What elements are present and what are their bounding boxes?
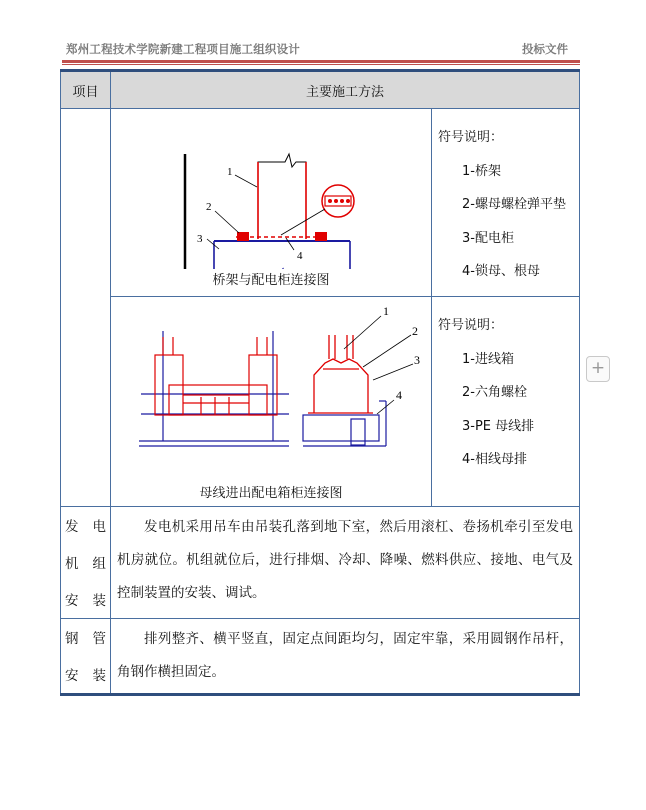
add-button[interactable]: + (586, 356, 610, 382)
busbar-cabinet-diagram (111, 297, 432, 477)
bolt-right (315, 232, 327, 241)
legend1-item: 1-桥架 (462, 163, 501, 179)
row-label-line: 安装 (65, 593, 106, 609)
bolt-left (237, 232, 249, 241)
legend2-item: 2-六角螺栓 (462, 385, 527, 400)
legend2-item: 1-进线箱 (462, 351, 514, 367)
legend1-title: 符号说明： (438, 130, 504, 145)
row-text-generator: 发电机采用吊车由吊装孔落到地下室，然后用滚杠、卷扬机牵引至发电机房就位。机组就位后，进行排烟、冷却、降噪、燃料供应、接地、电气及控制装置的安装、调试。 (111, 507, 580, 619)
col-header-method: 主要施工方法 (111, 71, 580, 109)
header-rule-thin (62, 64, 580, 65)
legend2-title: 符号说明： (438, 318, 504, 333)
row-label-line: 安装 (65, 668, 106, 684)
construction-method-table (60, 69, 580, 696)
fig2-label-2: 2 (412, 324, 418, 338)
row-label-line: 发 电 (65, 519, 106, 535)
header-title: 郑州工程技术学院新建工程项目施工组织设计 (66, 42, 300, 56)
fig1-label-1: 1 (227, 166, 233, 178)
fig1-label-2: 2 (206, 201, 212, 213)
fig2-label-3: 3 (414, 353, 420, 367)
legend1-item: 4-锁母、根母 (462, 264, 540, 279)
figure2-legend-cell (432, 297, 580, 507)
fig1-label-4: 4 (297, 250, 303, 262)
cable-tray-cabinet-diagram (111, 109, 432, 269)
figure1-caption: 桥架与配电柜连接图 (212, 273, 330, 288)
row-label-generator (61, 507, 111, 619)
legend2-item: 4-相线母排 (462, 452, 527, 467)
legend2-item: 3-PE 母线排 (462, 418, 535, 434)
empty-item-cell (61, 109, 111, 507)
legend1-item: 2-螺母螺栓弹平垫 (462, 197, 566, 212)
figure1-cell (111, 109, 432, 297)
fig2-label-4: 4 (396, 388, 402, 402)
figure1-legend-cell (432, 109, 580, 297)
header-rule (62, 60, 580, 63)
header-doc-type: 投标文件 (522, 42, 568, 56)
fig2-label-1: 1 (383, 304, 389, 318)
figure2-caption: 母线进出配电箱柜连接图 (199, 486, 343, 501)
fig1-label-3: 3 (197, 233, 203, 245)
figure2-cell (111, 297, 432, 507)
row-text-steel-pipe: 排列整齐、横平竖直，固定点间距均匀，固定牢靠，采用圆钢作吊杆，角钢作横担固定。 (111, 619, 580, 695)
row-label-steel-pipe (61, 619, 111, 695)
row-label-line: 钢 管 (65, 631, 106, 647)
legend1-item: 3-配电柜 (462, 230, 514, 246)
col-header-item: 项目 (61, 71, 111, 109)
row-label-line: 机 组 (65, 556, 106, 572)
